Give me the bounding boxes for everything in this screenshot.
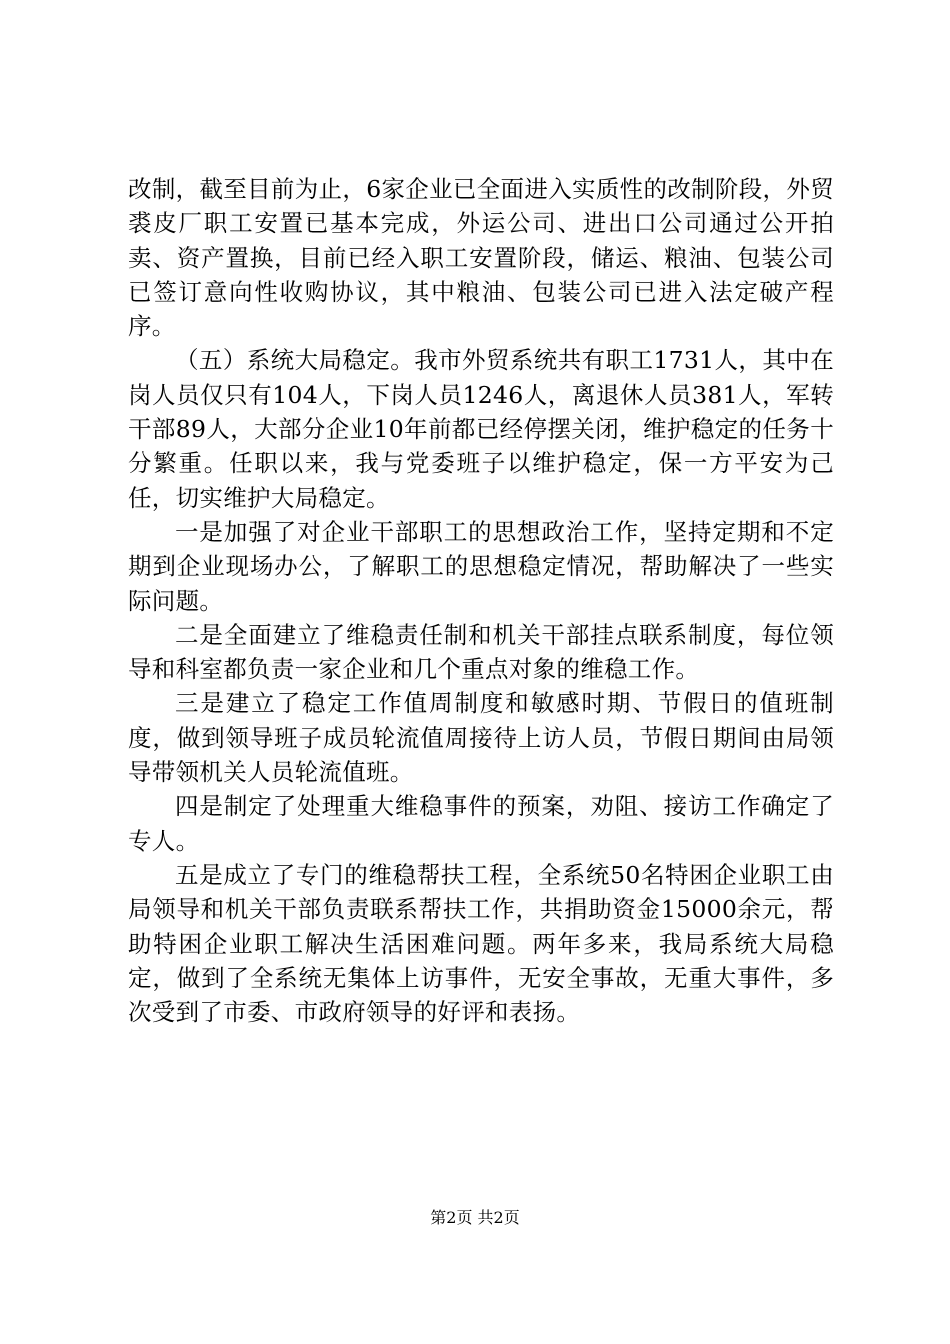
paragraph-2: （五）系统大局稳定。我市外贸系统共有职工1731人，其中在岗人员仅只有104人，下岗人员1246人，离退休人员381人，军转干部89人，大部分企业10年前都已经停摆关闭，维护稳定的任务十分繁重。任职以来，我与党委班子以维护稳定，保一方平安为己任，切实维护大局稳定。	[128, 346, 834, 512]
paragraph-4: 二是全面建立了维稳责任制和机关干部挂点联系制度，每位领导和科室都负责一家企业和几个重点对象的维稳工作。	[128, 620, 834, 684]
paragraph-7: 五是成立了专门的维稳帮扶工程，全系统50名特困企业职工由局领导和机关干部负责联系帮扶工作，共捐助资金15000余元，帮助特困企业职工解决生活困难问题。两年多来，我局系统大局稳定，做到了全系统无集体上访事件，无安全事故，无重大事件，多次受到了市委、市政府领导的好评和表扬。	[128, 860, 834, 1027]
paragraph-5: 三是建立了稳定工作值周制度和敏感时期、节假日的值班制度，做到领导班子成员轮流值周接待上访人员，节假日期间由局领导带领机关人员轮流值班。	[128, 689, 834, 787]
page-number-label: 第2页 共2页	[430, 1208, 520, 1227]
document-body	[128, 172, 834, 1029]
paragraph-1: 改制，截至目前为止，6家企业已全面进入实质性的改制阶段，外贸裘皮厂职工安置已基本完成，外运公司、进出口公司通过公开拍卖、资产置换，目前已经入职工安置阶段，储运、粮油、包装公司已签订意向性收购协议，其中粮油、包装公司已进入法定破产程序。	[128, 175, 834, 341]
page-footer	[0, 1208, 950, 1228]
paragraph-3: 一是加强了对企业干部职工的思想政治工作，坚持定期和不定期到企业现场办公，了解职工的思想稳定情况，帮助解决了一些实际问题。	[128, 517, 834, 615]
paragraph-6: 四是制定了处理重大维稳事件的预案，劝阻、接访工作确定了专人。	[128, 792, 834, 855]
